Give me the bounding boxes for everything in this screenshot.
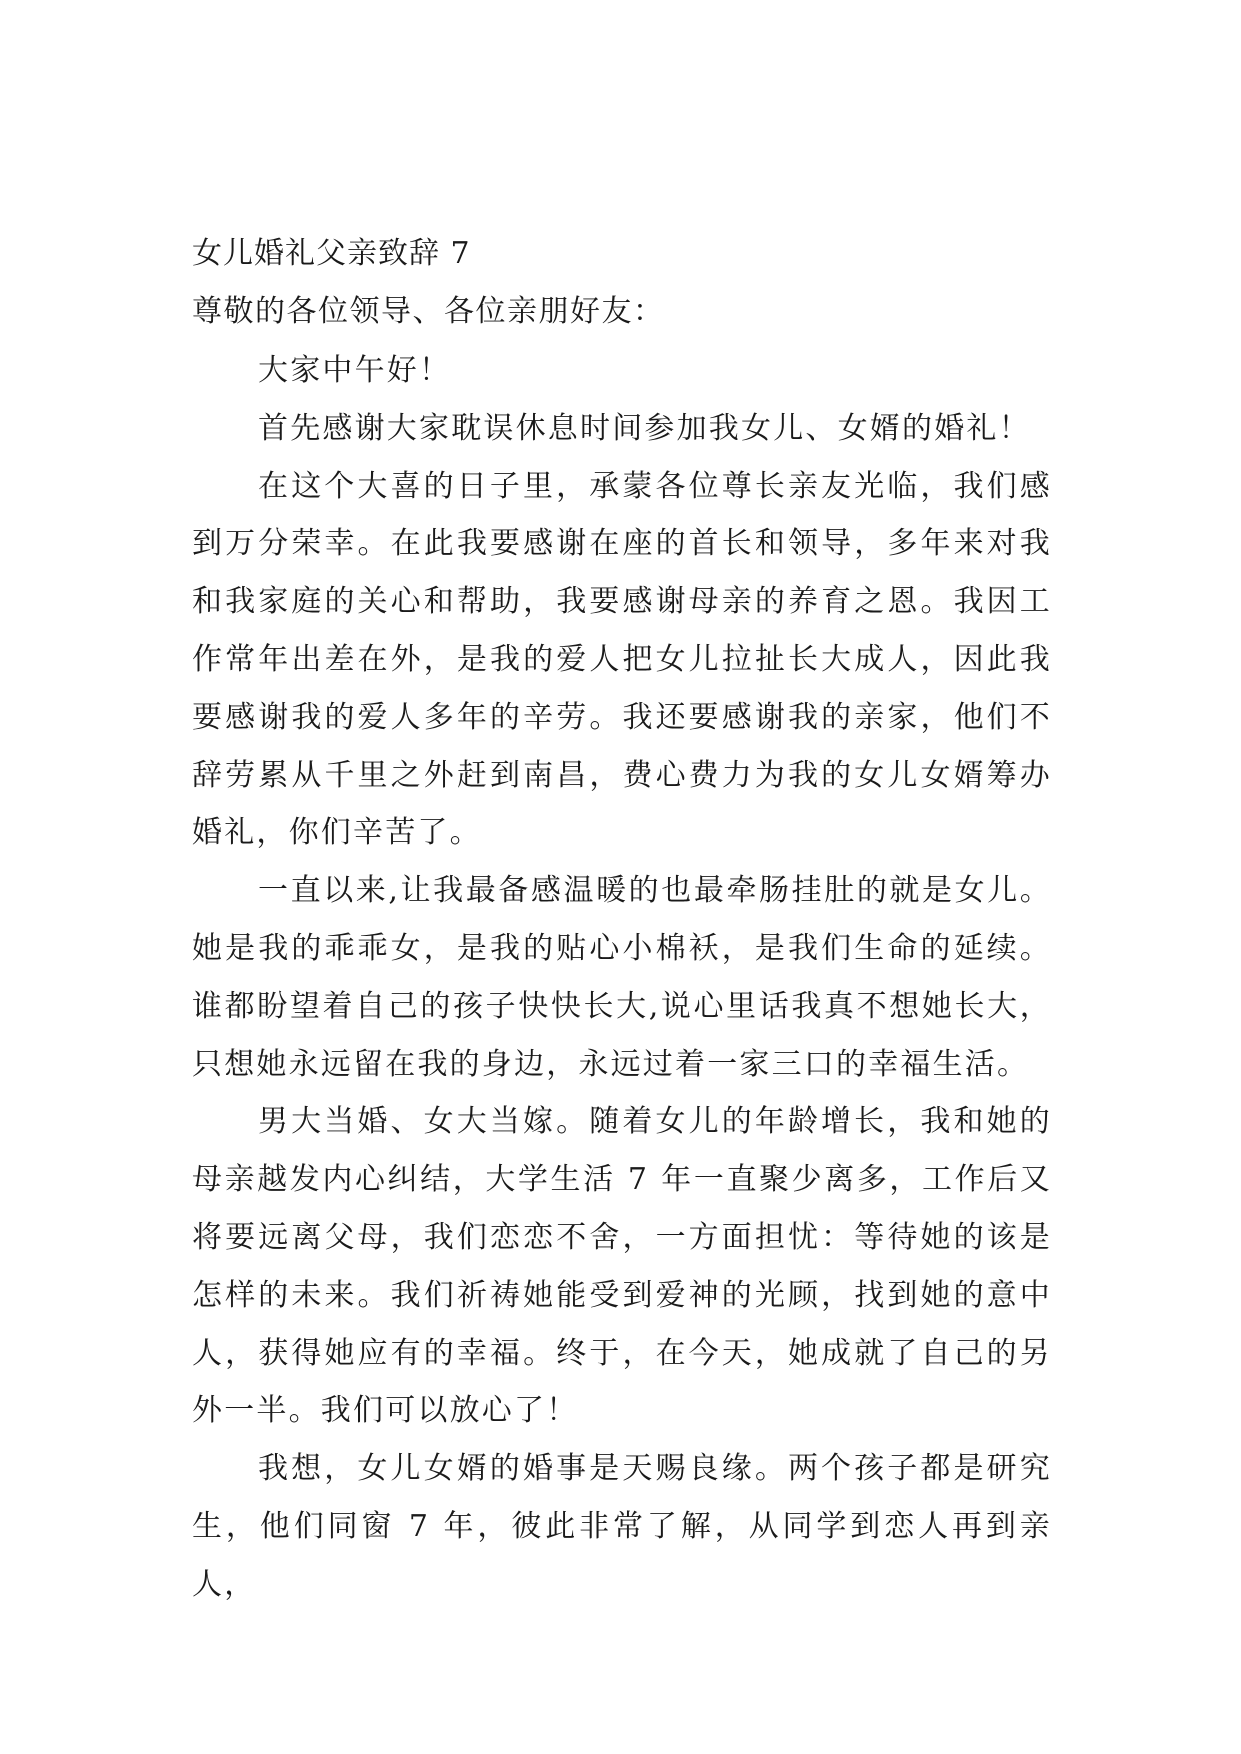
document-title: 女儿婚礼父亲致辞 7	[192, 236, 471, 271]
document-page	[192, 226, 1052, 1614]
salutation: 尊敬的各位领导、各位亲朋好友：	[192, 294, 665, 329]
paragraph-thanks-attendance: 首先感谢大家耽误休息时间参加我女儿、女婿的婚礼！	[258, 410, 1031, 446]
paragraph-thanks-family: 在这个大喜的日子里，承蒙各位尊长亲友光临，我们感到万分荣幸。在此我要感谢在座的首长和领导，多年来对我和我家庭的关心和帮助，我要感谢母亲的养育之恩。我因工作常年出差在外，是我的爱人把女儿拉扯长大成人，因此我要感谢我的爱人多年的辛劳。我还要感谢我的亲家，他们不辞劳累从千里之外赶到南昌，费心费力为我的女儿女婿筹办婚礼，你们辛苦了。	[192, 468, 1052, 851]
paragraph-about-daughter: 一直以来,让我最备感温暖的也最牵肠挂肚的就是女儿。她是我的乖乖女，是我的贴心小棉袄，是我们生命的延续。谁都盼望着自己的孩子快快长大,说心里话我真不想她长大，只想她永远留在我的身边，永远过着一家三口的幸福生活。	[192, 873, 1052, 1082]
paragraph-marriage-worries: 男大当婚、女大当嫁。随着女儿的年龄增长，我和她的母亲越发内心纠结，大学生活 7 年一直聚少离多，工作后又将要远离父母，我们恋恋不舍，一方面担忧：等待她的该是怎样的未来。我们祈祷她能受到爱神的光顾，找到她的意中人，获得她应有的幸福。终于，在今天，她成就了自己的另外一半。我们可以放心了！	[192, 1104, 1052, 1429]
paragraph-good-match: 我想，女儿女婿的婚事是天赐良缘。两个孩子都是研究生，他们同窗 7 年，彼此非常了解，从同学到恋人再到亲人，	[192, 1451, 1052, 1602]
paragraph-greeting: 大家中午好！	[258, 353, 452, 388]
